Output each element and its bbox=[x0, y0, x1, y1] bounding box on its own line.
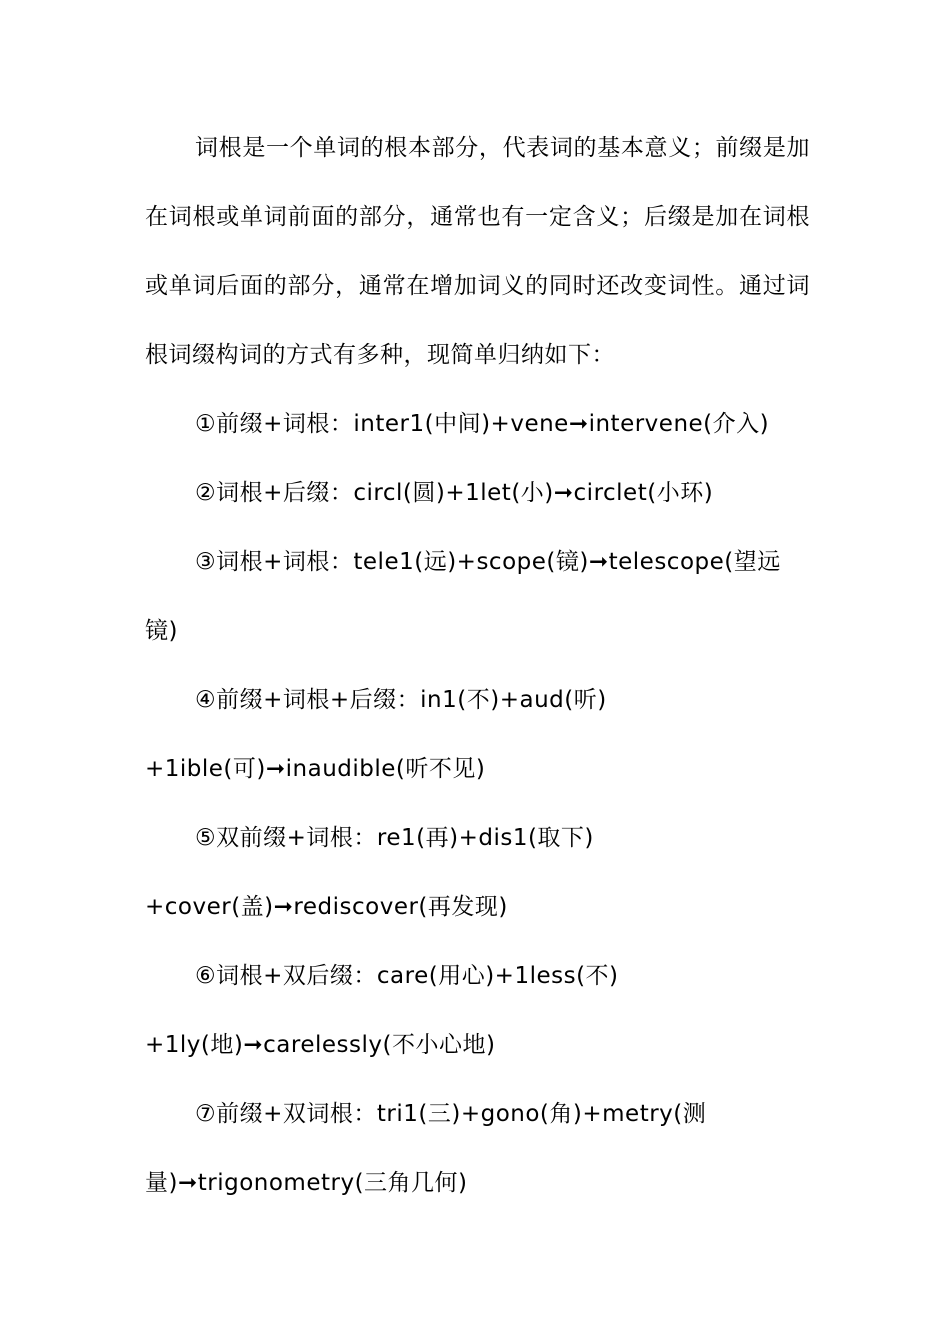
example-line-continuation: 镜) bbox=[145, 618, 178, 644]
example-line: ④前缀+词根+后缀：in1(不)+aud(听) bbox=[195, 687, 607, 713]
example-line: ⑥词根+双后缀：care(用心)+1less(不) bbox=[195, 963, 619, 989]
example-line-continuation: +cover(盖)➞rediscover(再发现) bbox=[145, 894, 508, 920]
intro-paragraph: 词根是一个单词的根本部分，代表词的基本意义；前缀是加在词根或单词前面的部分，通常也有一定含义；后缀是加在词根或单词后面的部分，通常在增加词义的同时还改变词性。通过词根词缀构词的方式有多种，现简单归纳如下： bbox=[145, 135, 810, 368]
example-line-continuation: 量)➞trigonometry(三角几何) bbox=[145, 1170, 468, 1196]
example-line-continuation: +1ible(可)➞inaudible(听不见) bbox=[145, 756, 486, 782]
document-body bbox=[145, 114, 810, 1218]
example-line: ⑦前缀+双词根：tri1(三)+gono(角)+metry(测 bbox=[195, 1101, 707, 1127]
example-line: ⑤双前缀+词根：re1(再)+dis1(取下) bbox=[195, 825, 594, 851]
example-3 bbox=[145, 528, 810, 666]
example-4 bbox=[145, 666, 810, 804]
example-1 bbox=[145, 390, 810, 459]
example-line: ②词根+后缀：circl(圆)+1let(小)➞circlet(小环) bbox=[195, 480, 714, 506]
example-line: ①前缀+词根：inter1(中间)+vene➞intervene(介入) bbox=[195, 411, 770, 437]
example-line-continuation: +1ly(地)➞carelessly(不小心地) bbox=[145, 1032, 496, 1058]
example-6 bbox=[145, 942, 810, 1080]
example-2 bbox=[145, 459, 810, 528]
example-7 bbox=[145, 1080, 810, 1218]
example-line: ③词根+词根：tele1(远)+scope(镜)➞telescope(望远 bbox=[195, 549, 781, 575]
example-5 bbox=[145, 804, 810, 942]
